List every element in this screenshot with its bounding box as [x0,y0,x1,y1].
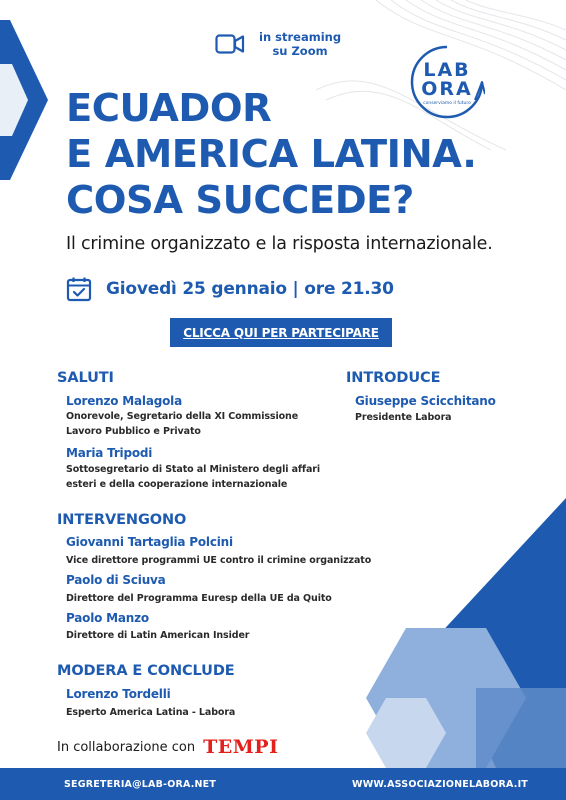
streaming-text [259,30,341,58]
speaker-role-line: Esperto America Latina - Labora [66,707,236,718]
footer-bar [0,768,566,800]
speaker-role [66,553,371,568]
saluti-heading: SALUTI [57,370,114,386]
introduce-heading: INTRODUCE [346,370,441,386]
speaker-role-line: esteri e della cooperazione internazionale [66,479,288,490]
event-title [66,86,476,224]
streaming-info [215,30,341,58]
speaker-role [66,409,298,439]
speaker-name: Paolo di Sciuva [66,573,166,587]
intervengono-heading: INTERVENGONO [57,512,187,528]
speaker-role [66,628,249,643]
speaker-role-line: Sottosegretario di Stato al Ministero degli affari [66,464,321,475]
title-line-3: COSA SUCCEDE? [66,178,414,223]
title-line-1: ECUADOR [66,86,272,131]
top-left-decoration [0,20,50,180]
collaboration-label: In collaborazione con [57,739,196,755]
speaker-name: Lorenzo Tordelli [66,687,171,701]
modera-heading: MODERA E CONCLUDE [57,663,235,679]
speaker-role [355,410,452,425]
speaker-role [66,462,320,492]
speaker-role [66,705,235,720]
participate-button[interactable]: CLICCA QUI PER PARTECIPARE [170,318,392,347]
speaker-role [66,591,332,606]
footer-website-link[interactable]: WWW.ASSOCIAZIONELABORA.IT [352,778,528,790]
speaker-name: Giovanni Tartaglia Polcini [66,535,233,549]
speaker-role-line: Presidente Labora [355,412,452,423]
speaker-name: Maria Tripodi [66,446,153,460]
footer-email-link[interactable]: SEGRETERIA@LAB-ORA.NET [64,778,217,790]
event-date-time: Giovedì 25 gennaio | ore 21.30 [106,279,394,299]
streaming-line-1: in streaming [259,30,342,44]
event-subtitle: Il crimine organizzato e la risposta internazionale. [66,234,493,254]
speaker-role-line: Direttore del Programma Euresp della UE da Quito [66,593,332,604]
collaboration-row [57,736,278,758]
bottom-right-decoration [366,498,566,768]
tempi-logo: TEMPI [203,736,279,758]
speaker-role-line: Direttore di Latin American Insider [66,630,250,641]
speaker-name: Paolo Manzo [66,611,149,625]
date-row [66,276,394,302]
logo-tagline: conserviamo il futuro [423,101,471,106]
logo-line-1: LAB [423,59,471,81]
logo-line-2: ORA [421,78,473,100]
title-line-2: E AMERICA LATINA. [66,132,477,177]
calendar-check-icon [66,276,92,302]
video-camera-icon [215,32,245,56]
streaming-line-2: su Zoom [272,44,328,58]
speaker-name: Lorenzo Malagola [66,394,182,408]
speaker-role-line: Vice direttore programmi UE contro il crimine organizzato [66,555,372,566]
speaker-role-line: Onorevole, Segretario della XI Commissione [66,411,299,422]
speaker-name: Giuseppe Scicchitano [355,394,496,408]
speaker-role-line: Lavoro Pubblico e Privato [66,426,201,437]
